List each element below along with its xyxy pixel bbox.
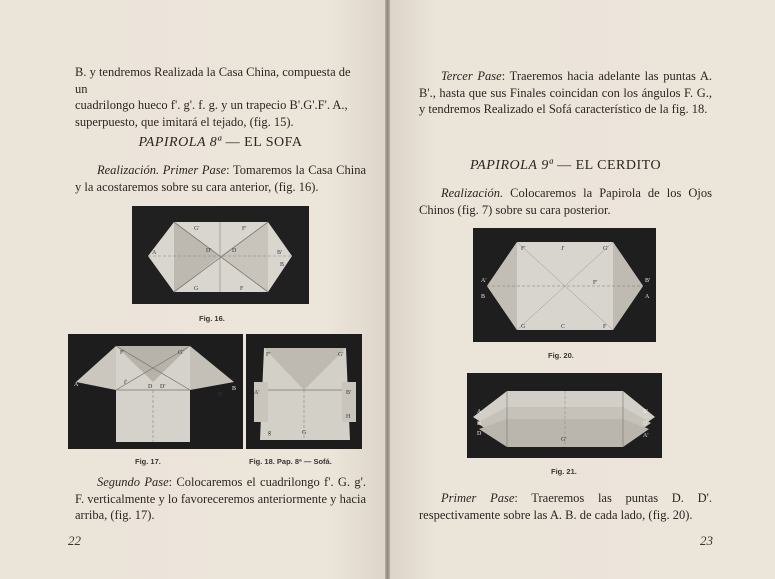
figure-20-drawing [473, 228, 656, 342]
svg-text:B': B' [645, 278, 651, 284]
svg-text:B': B' [643, 409, 649, 415]
svg-text:B: B [477, 421, 482, 427]
svg-text:D: D [232, 248, 237, 254]
figure-16-drawing [132, 206, 309, 304]
right-primer-text: : Traeremos las puntas D. D'. respectivamente sobre las A. B. de cada lado, (fig. 20). [419, 491, 712, 522]
left-segundo-paragraph [75, 474, 366, 524]
svg-text:g: g [268, 430, 271, 436]
figure-20-caption: Fig. 20. [548, 351, 574, 360]
svg-text:f': f' [124, 380, 128, 386]
figure-17-caption: Fig. 17. [135, 457, 161, 466]
figure-18-drawing [246, 334, 362, 449]
left-heading [75, 135, 366, 151]
intro-line-2: cuadrilongo hueco f'. g'. f. g. y un trapecio B'.G'.F'. A., [75, 98, 348, 112]
left-page-number: 22 [68, 533, 81, 548]
right-page-number: 23 [700, 533, 713, 548]
svg-text:F': F' [120, 350, 125, 356]
svg-text:B: B [280, 262, 285, 268]
svg-text:J': J' [561, 246, 565, 252]
figure-18-photo [246, 334, 362, 449]
right-realizacion-label: Realización. [441, 186, 504, 200]
left-realizacion-label: Realización. Primer Pase [97, 163, 227, 177]
right-realizacion-text: Colocaremos la Papirola de los Ojos Chinos (fig. 7) sobre su cara posterior. [419, 186, 712, 217]
svg-text:G': G' [178, 350, 184, 356]
svg-text:B': B' [218, 392, 224, 398]
svg-text:B': B' [277, 250, 283, 256]
svg-text:D': D' [160, 384, 166, 390]
svg-text:B': B' [346, 390, 352, 396]
svg-text:A': A' [481, 278, 487, 284]
figure-16-caption: Fig. 16. [199, 314, 225, 323]
right-heading [419, 158, 712, 174]
left-heading-number: PAPIROLA 8ª [138, 135, 222, 150]
left-intro-paragraph [75, 64, 366, 130]
svg-text:D: D [477, 431, 482, 437]
figure-17-drawing [68, 334, 243, 449]
svg-text:A: A [152, 250, 157, 256]
right-heading-title: — EL CERDITO [553, 158, 662, 173]
svg-text:F': F' [266, 352, 271, 358]
figure-21-caption: Fig. 21. [551, 467, 577, 476]
svg-text:A: A [477, 409, 482, 415]
right-primer-label: Primer Pase [441, 491, 515, 505]
svg-text:B: B [481, 294, 486, 300]
svg-text:G': G' [194, 226, 200, 232]
svg-text:B: B [232, 386, 237, 392]
book-gutter [385, 0, 390, 579]
left-segundo-text: : Colocaremos el cuadrilongo f'. G. g'. F. verticalmente y lo favoreceremos anteriormente y hacia arriba, (fig. 17). [75, 475, 366, 522]
figure-21-photo [467, 373, 662, 458]
svg-text:A: A [645, 294, 650, 300]
figure-20-photo [473, 228, 656, 342]
svg-text:F': F' [593, 280, 598, 286]
svg-text:G: G [302, 430, 307, 436]
left-segundo-label: Segundo Pase [97, 475, 169, 489]
figure-16-photo [132, 206, 309, 304]
left-realizacion-text: : Tomaremos la Casa China y la acostaremos sobre su cara anterior, (fig. 16). [75, 163, 366, 194]
intro-line-1: B. y tendremos Realizada la Casa China, compuesta de un [75, 65, 351, 96]
svg-text:D': D' [643, 421, 649, 427]
svg-text:A: A [74, 382, 79, 388]
svg-text:G': G' [338, 352, 344, 358]
svg-text:C: C [561, 324, 566, 330]
svg-text:G': G' [603, 246, 609, 252]
left-realizacion-paragraph [75, 162, 366, 195]
figure-21-drawing [467, 373, 662, 458]
figure-17-photo [68, 334, 243, 449]
svg-text:D: D [148, 384, 153, 390]
svg-text:F': F' [242, 226, 247, 232]
svg-text:A': A' [643, 433, 649, 439]
svg-text:G': G' [561, 437, 567, 443]
svg-text:A': A' [254, 390, 260, 396]
right-realizacion-paragraph [419, 185, 712, 218]
svg-text:F: F [603, 324, 607, 330]
svg-text:F': F' [521, 246, 526, 252]
intro-line-3: superpuesto, que imitará el tejado, (fig. 15). [75, 114, 294, 129]
svg-text:H: H [346, 414, 351, 420]
svg-text:F: F [240, 286, 244, 292]
right-tercer-paragraph [419, 68, 712, 118]
right-tercer-text: : Traeremos hacia adelante las puntas A. B'., hasta que sus Finales coincidan con los ángulos F. G., y tendremos Realizado el Sofá característico de la fig. 18. [419, 69, 712, 116]
right-primer-paragraph [419, 490, 712, 523]
right-tercer-label: Tercer Pase [441, 69, 502, 83]
svg-text:D': D' [206, 248, 212, 254]
figure-18-caption: Fig. 18. Pap. 8ª — Sofá. [249, 457, 332, 466]
right-heading-number: PAPIROLA 9ª [469, 158, 554, 173]
svg-text:G: G [194, 286, 199, 292]
left-heading-title: — EL SOFA [221, 135, 303, 150]
svg-text:G: G [521, 324, 526, 330]
